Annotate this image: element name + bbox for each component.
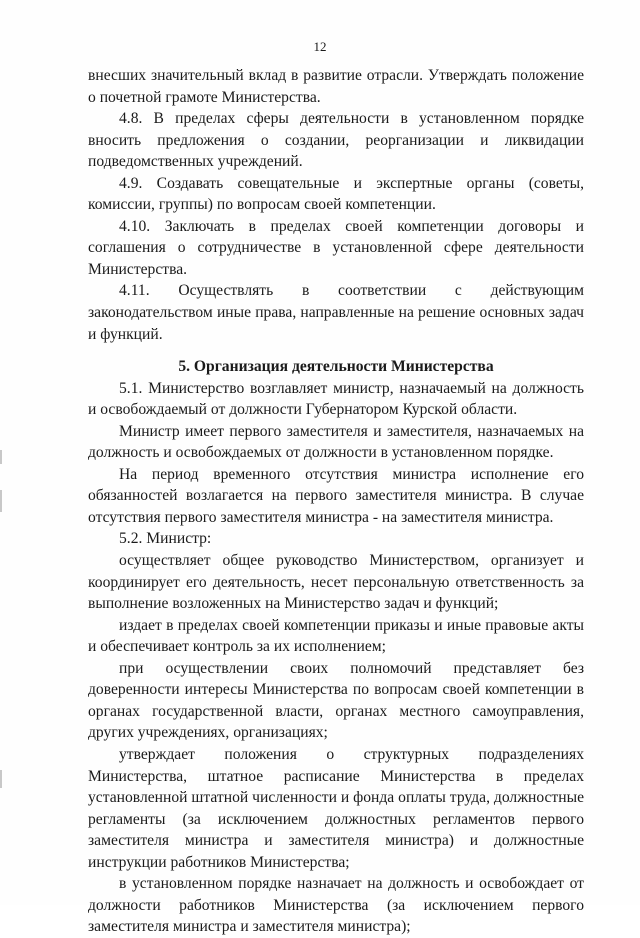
body-paragraph: 5.2. Министр:	[119, 530, 212, 548]
body-paragraph: издает в пределах своей компетенции приказы и иные правовые акты и обеспечивает контроль за их исполнением;	[88, 616, 584, 656]
body-paragraph: внесших значительный вклад в развитие отрасли. Утверждать положение о почетной грамоте Министерства.	[88, 67, 584, 106]
scan-edge-mark-lower	[0, 770, 2, 788]
body-paragraph: На период временного отсутствия министра исполнение его обязанностей возлагается на первого заместителя министра. В случае отсутствия первого заместителя министра - на заместителя министра.	[88, 465, 584, 526]
body-paragraph: 4.8. В пределах сферы деятельности в установленном порядке вносить предложения о создании, реорганизации и ликвидации подведомственных учреждений.	[88, 110, 584, 171]
page-number: 12	[313, 39, 327, 54]
body-paragraph: в установленном порядке назначает на должность и освобождает от должности работников Министерства (за исключением первого заместителя министра и заместителя министра);	[88, 875, 584, 936]
body-paragraph: 4.9. Создавать совещательные и экспертные органы (советы, комиссии, группы) по вопросам своей компетенции.	[88, 174, 584, 214]
scan-edge-mark-middle	[0, 490, 2, 512]
document-body	[88, 65, 584, 938]
body-paragraph: утверждает положения о структурных подразделениях Министерства, штатное расписание Министерства в пределах установленной штатной численности и фонда оплаты труда, должностные регламенты (за исключением должностных регламентов первого заместителя министра и заместителя министра) и должностные инструкции работников Министерства;	[88, 745, 584, 871]
body-paragraph: 4.11. Осуществлять в соответствии с действующим законодательством иные права, направленные на решение основных задач и функций.	[88, 282, 584, 343]
section-heading: 5. Организация деятельности Министерства	[178, 358, 494, 376]
body-paragraph: 4.10. Заключать в пределах своей компетенции договоры и соглашения о сотрудничестве в установленной сфере деятельности Министерства.	[88, 217, 584, 278]
body-paragraph: 5.1. Министерство возглавляет министр, назначаемый на должность и освобождаемый от должности Губернатором Курской области.	[88, 379, 584, 419]
scan-edge-mark-top	[0, 450, 2, 464]
paragraphs-before	[88, 65, 584, 345]
body-paragraph: Министр имеет первого заместителя и заместителя, назначаемых на должность и освобождаемых от должности в установленном порядке.	[88, 422, 584, 462]
body-paragraph: при осуществлении своих полномочий представляет без доверенности интересы Министерства по вопросам своей компетенции в органах государственной власти, органах местного самоуправления, других учреждениях, организациях;	[88, 659, 584, 742]
body-paragraph: осуществляет общее руководство Министерством, организует и координирует его деятельность, несет персональную ответственность за выполнение возложенных на Министерство задач и функций;	[88, 552, 584, 613]
paragraphs-after	[88, 378, 584, 938]
